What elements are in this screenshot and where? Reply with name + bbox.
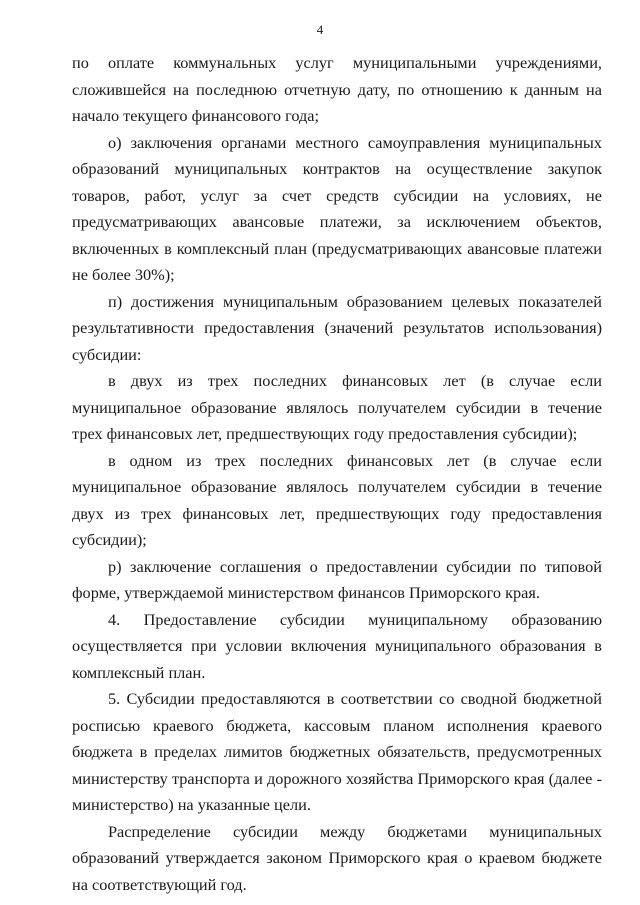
paragraph-continuation: по оплате коммунальных услуг муниципальными учреждениями, сложившейся на последнюю отчетную дату, по отношению к данным на начало текущего финансового года; [72,53,602,125]
paragraph-subitem-two-of-three: в двух из трех последних финансовых лет (в случае если муниципальное образование являлось получателем субсидии в течение трех финансовых лет, предшествующих году предоставления субсидии); [72,371,602,443]
paragraph-item-p: п) достижения муниципальным образованием целевых показателей результативности предоставления (значений результатов использования) субсидии: [72,291,602,364]
paragraph-clause-4: 4. Предоставление субсидии муниципальному образованию осуществляется при условии включения муниципального образования в комплексный план. [72,609,602,682]
page-number: 4 [316,22,324,37]
document-body [72,50,602,898]
paragraph-subitem-one-of-three: в одном из трех последних финансовых лет (в случае если муниципальное образование являлось получателем субсидии в течение двух из трех финансовых лет, предшествующих году предоставления субсидии); [72,450,602,549]
paragraph-item-o: о) заключения органами местного самоуправления муниципальных образований муниципальных контрактов на осуществление закупок товаров, работ, услуг за счет средств субсидии на условиях, не предусматривающих авансовые платежи, за исключением объектов, включенных в комплексный план (предусматривающих авансовые платежи не более 30%); [72,132,602,284]
paragraph-clause-5: 5. Субсидии предоставляются в соответствии со сводной бюджетной росписью краевого бюджета, кассовым планом исполнения краевого бюджета в пределах лимитов бюджетных обязательств, предусмотренных министерству транспорта и дорожного хозяйства Приморского края (далее - министерство) на указанные цели. [72,689,602,814]
paragraph-item-r: р) заключение соглашения о предоставлении субсидии по типовой форме, утверждаемой министерством финансов Приморского края. [72,556,602,602]
paragraph-distribution: Распределение субсидии между бюджетами муниципальных образований утверждается законом Приморского края о краевом бюджете на соответствующий год. [72,821,602,894]
